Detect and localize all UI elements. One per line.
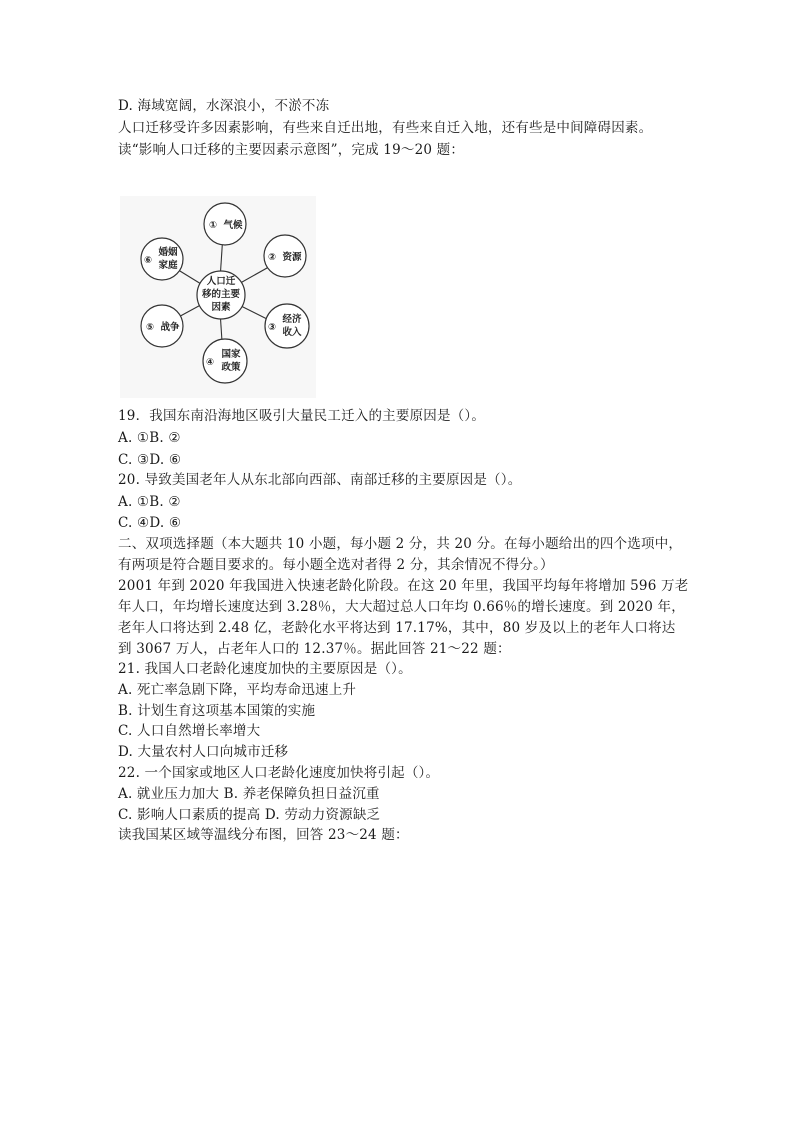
center-label-2: 移的主要 [201,289,241,300]
node-4-number: ④ [205,357,215,368]
node-4-label-2: 政策 [221,362,241,373]
node-3-label-1: 经济 [282,314,302,325]
question-22: 22. 一个国家或地区人口老龄化速度加快将引起（）。 [118,765,440,781]
node-2-label: 资源 [282,252,302,263]
aging-passage-2: 年人口，年均增长速度达到 3.28％，大大超过总人口年均 0.66％的增长速度。到 2020 年， [118,599,685,615]
option-d-line: D. 海域宽阔，水深浪小，不淤不冻 [118,98,330,114]
node-1-number: ① [208,220,218,231]
node-5-number: ⑤ [145,322,155,333]
node-6-label-1: 婚姻 [158,247,178,258]
q22-options-cd: C. 影响人口素质的提高 D. 劳动力资源缺乏 [118,807,381,823]
aging-passage-4: 到 3067 万人，占老年人口的 12.37％。据此回答 21～22 题： [118,641,511,657]
migration-factors-diagram [120,196,316,398]
instruction-line: 读“影响人口迁移的主要因素示意图”，完成 19～20 题： [118,142,465,158]
q21-option-c: C. 人口自然增长率增大 [118,723,261,739]
center-label-1: 人口迁 [206,276,236,287]
q21-option-b: B. 计划生育这项基本国策的实施 [118,703,316,719]
q19-options-cd: C. ③D. ⑥ [118,452,182,468]
question-19: 19．我国东南沿海地区吸引大量民工迁入的主要原因是（）。 [118,408,486,424]
node-6-number: ⑥ [143,255,153,266]
section-2-heading: 二、双项选择题（本大题共 10 小题，每小题 2 分，共 20 分。在每小题给出的四个选项中， [118,536,683,552]
node-5-label: 战争 [160,322,180,333]
node-3-label-2: 收入 [282,327,302,338]
node-2-number: ② [267,252,277,263]
node-3-number: ③ [267,322,277,333]
q22-options-ab: A. 就业压力加大 B. 养老保障负担日益沉重 [118,786,380,802]
passage-line: 人口迁移受许多因素影响，有些来自迁出地，有些来自迁入地，还有些是中间障碍因素。 [118,120,653,136]
aging-passage-1: 2001 年到 2020 年我国进入快速老龄化阶段。在这 20 年里，我国平均每年将增加 596 万老 [118,578,689,594]
node-1-label: 气候 [223,220,243,231]
node-4-label-1: 国家 [221,349,241,360]
q20-options-cd: C. ④D. ⑥ [118,515,182,531]
aging-passage-3: 老年人口将达到 2.48 亿，老龄化水平将达到 17.17%，其中，80 岁及以上的老年人口将达 [118,620,676,636]
q21-option-a: A. 死亡率急剧下降，平均寿命迅速上升 [118,682,357,698]
map-instruction: 读我国某区域等温线分布图，回答 23～24 题： [118,827,409,843]
q19-options-ab: A. ①B. ② [118,430,181,446]
q21-option-d: D. 大量农村人口向城市迁移 [118,744,289,760]
center-label-3: 因素 [211,302,231,313]
section-2-heading-cont: 有两项是符合题目要求的。每小题全选对者得 2 分，其余情况不得分。） [118,557,554,573]
question-21: 21. 我国人口老龄化速度加快的主要原因是（）。 [118,661,412,677]
question-20: 20. 导致美国老年人从东北部向西部、南部迁移的主要原因是（）。 [118,472,522,488]
node-6-label-2: 家庭 [158,260,178,271]
q20-options-ab: A. ①B. ② [118,494,181,510]
